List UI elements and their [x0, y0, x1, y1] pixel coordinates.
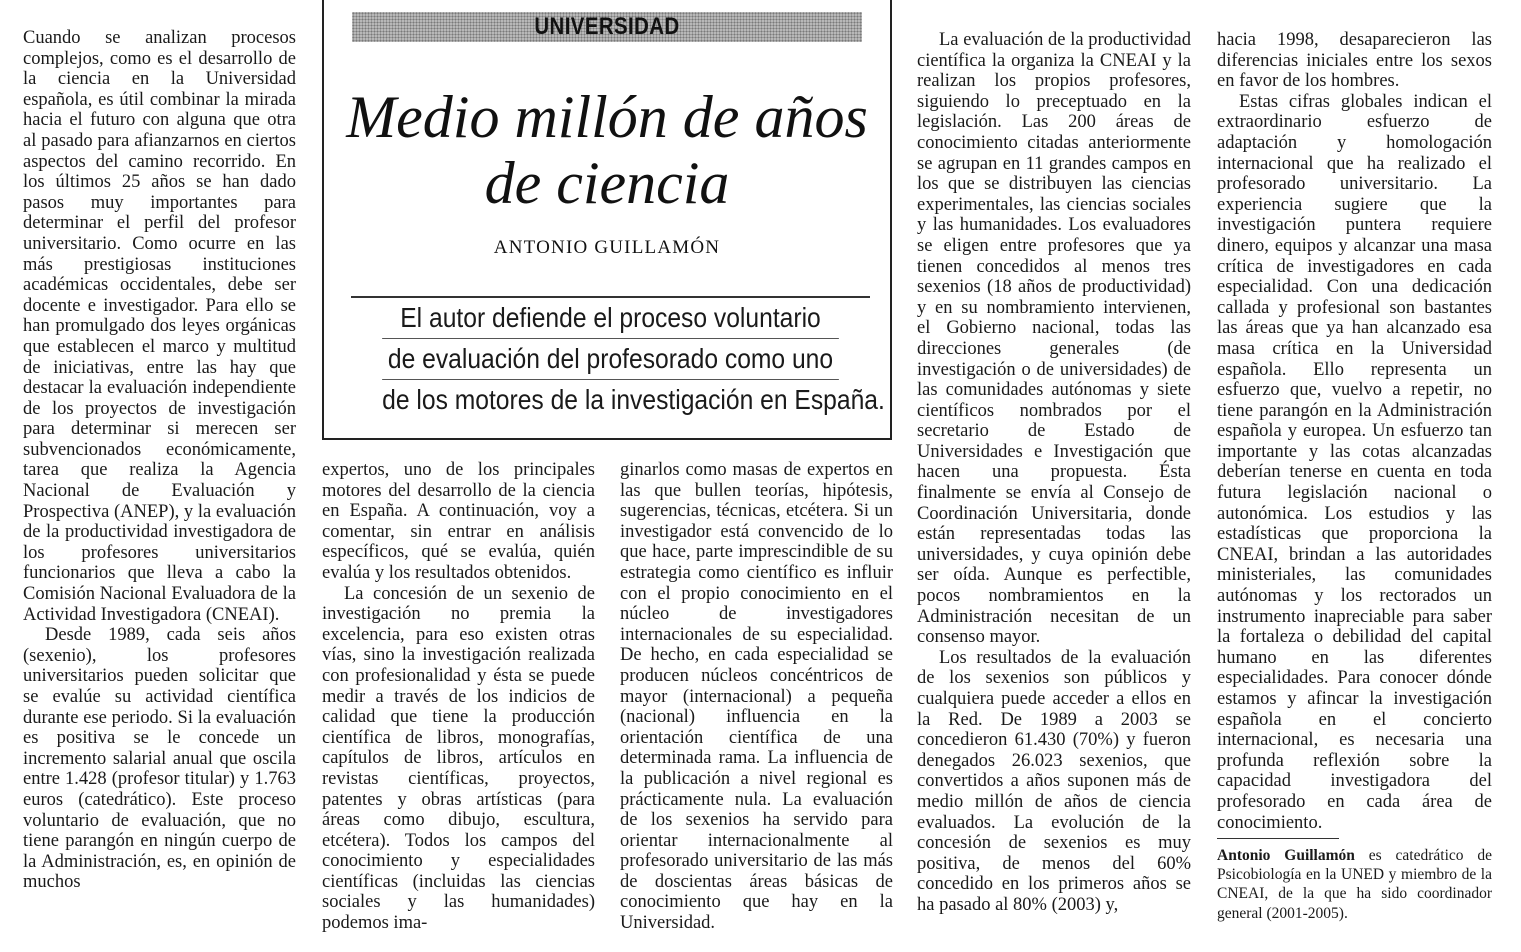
summary — [351, 296, 885, 420]
byline: ANTONIO GUILLAMÓN — [493, 237, 721, 258]
section-banner — [352, 12, 862, 42]
bio-name: Antonio Guillamón — [1217, 847, 1355, 864]
paragraph: ginarlos como masas de expertos en las que bullen teorías, hipótesis, sugerencias, técnicas, etcétera. Si un investigador está convencido de lo que hace, parte imprescindible de su estrategia como científico es influir con el propio conocimiento en el núcleo de investigadores internacionales de su especialidad. De hecho, en cada especialidad se producen núcleos concéntricos de mayor (internacional) a pequeña (nacional) influencia en la orientación científica de una determinada rama. La influencia de la publicación a nivel regional es prácticamente nula. La evaluación de los sexenios ha servido para orientar internacionalmente al profesorado universitario de las más de doscientas áreas básicas de conocimiento que hay en la Universidad. — [620, 460, 893, 934]
author-bio — [1217, 846, 1492, 923]
bio-divider — [1217, 838, 1339, 839]
summary-line: de los motores de la investigación en España. — [382, 384, 885, 415]
paragraph: Estas cifras globales indican el extraordinario esfuerzo de adaptación y homologación internacional que ha realizado el profesorado universitario. La experiencia sugiere que la investigación puntera requiere dinero, equipos y alcanzar una masa crítica de investigadores en cada especialidad. Con una dedicación callada y profesional son bastantes las áreas que ya han alcanzado esa masa crítica en la Universidad española. Ello representa un esfuerzo que, vuelvo a repetir, no tiene parangón en la Administración española y europea. Un esfuerzo tan importante y las cotas alcanzadas deberían tenerse en cuenta en toda futura legislación nacional o autonómica. Los estudios y las estadísticas que proporciona la CNEAI, brindan a las autoridades ministeriales, las comunidades autónomas y los rectorados un instrumento inapreciable para saber la fortaleza o debilidad del capital humano en las diferentes especialidades. Para conocer dónde estamos y afincar la investigación española en el concierto internacional, es necesaria una profunda reflexión sobre la capacidad investigadora del profesorado en cada área de conocimiento. — [1217, 91, 1492, 833]
paragraph: Desde 1989, cada seis años (sexenio), los profesores universitarios pueden solicitar que se evalúe su actividad científica durante ese periodo. Si la evaluación es positiva se le concede un incremento salarial anual que oscila entre 1.428 (profesor titular) y 1.763 euros (catedrático). Este proceso voluntario de evaluación, que no tiene parangón en ningún cuerpo de la Administración, es, en opinión de muchos — [23, 625, 296, 893]
headline-box — [322, 0, 892, 440]
paragraph: La evaluación de la productividad científica la organiza la CNEAI y la realizan los propios profesores, siguiendo lo preceptuado en la legislación. Las 200 áreas de conocimiento citadas anteriormente se agrupan en 11 grandes campos en los que se distribuyen las ciencias experimentales, las ciencias sociales y las humanidades. Los evaluadores se eligen entre profesores que ya tienen concedidos al menos tres sexenios (18 años de productividad) y en su nombramiento intervienen, el Gobierno nacional, todas las direcciones generales (de investigación o de universidades) de las comunidades autónomas y siete científicos nombrados por el secretario de Estado de Universidades e Investigación que hacen una propuesta. Ésta finalmente se envía al Consejo de Coordinación Universitaria, donde están representadas todas las universidades, y cuya opinión debe ser oída. Aunque es perfectible, pocos nombramientos en la Administración necesitan de un consenso mayor. — [917, 30, 1191, 648]
article-column-3 — [620, 460, 893, 934]
paragraph: La concesión de un sexenio de investigación no premia la excelencia, para eso existen otras vías, sino la investigación realizada con profesionalidad y ésta se puede medir a través de los indicios de calidad que tiene la producción científica de libros, monografías, capítulos de libros, artículos en revistas científicas, proyectos, patentes y obras artísticas (para áreas como dibujo, escultura, etcétera). Todos los campos del conocimiento y especialidades científicas (incluidas las ciencias sociales y las humanidades) podemos ima- — [322, 583, 595, 934]
summary-line: de evaluación del profesorado como uno — [382, 339, 839, 380]
article-column-4 — [917, 30, 1191, 916]
bio-text: es catedrático de Psicobiología en la UNED y miembro de la CNEAI, de la que ha sido coordinador general (2001-2005). — [1217, 847, 1492, 922]
paragraph: expertos, uno de los principales motores del desarrollo de la ciencia en España. A continuación, voy a comentar, sin entrar en análisis específicos, qué se evalúa, quién evalúa y los resultados obtenidos. — [322, 460, 595, 583]
paragraph: Los resultados de la evaluación de los sexenios son públicos y cualquiera puede acceder a ellos en la Red. De 1989 a 2003 se concedieron 61.430 (70%) y fueron denegados 26.023 sexenios, que convertidos a años suponen más de medio millón de años de ciencia evaluados. La evolución de la concesión de sexenios es muy positiva, de menos del 60% concedido en los primeros años se ha pasado al 80% (2003) y, — [917, 647, 1191, 915]
article-column-5 — [1217, 30, 1492, 833]
headline: Medio millón de años de ciencia — [346, 84, 868, 216]
paragraph: Cuando se analizan procesos complejos, como es el desarrollo de la ciencia en la Universidad española, es útil combinar la mirada hacia el futuro con alguna que otra al pasado para afianzarnos en ciertos aspectos del camino recorrido. En los últimos 25 años se han dado pasos muy importantes para determinar el perfil del profesor universitario. Como ocurre en las más prestigiosas instituciones académicas occidentales, debe ser docente e investigador. Para ello se han promulgado dos leyes orgánicas que establecen el marco y multitud de iniciativas, entre las hay que destacar la evaluación independiente de los proyectos de investigación para determinar si merecen ser subvencionados económicamente, tarea que realiza la Agencia Nacional de Evaluación y Prospectiva (ANEP), y la evaluación de la productividad investigadora de los profesores universitarios funcionarios que lleva a cabo la Comisión Nacional Evaluadora de la Actividad Investigadora (CNEAI). — [23, 28, 296, 625]
article-column-2 — [322, 460, 595, 934]
section-label: UNIVERSIDAD — [534, 13, 680, 40]
article-column-1 — [23, 28, 296, 893]
paragraph: hacia 1998, desaparecieron las diferencias iniciales entre los sexos en favor de los hombres. — [1217, 30, 1492, 92]
summary-line: El autor defiende el proceso voluntario — [382, 298, 839, 339]
